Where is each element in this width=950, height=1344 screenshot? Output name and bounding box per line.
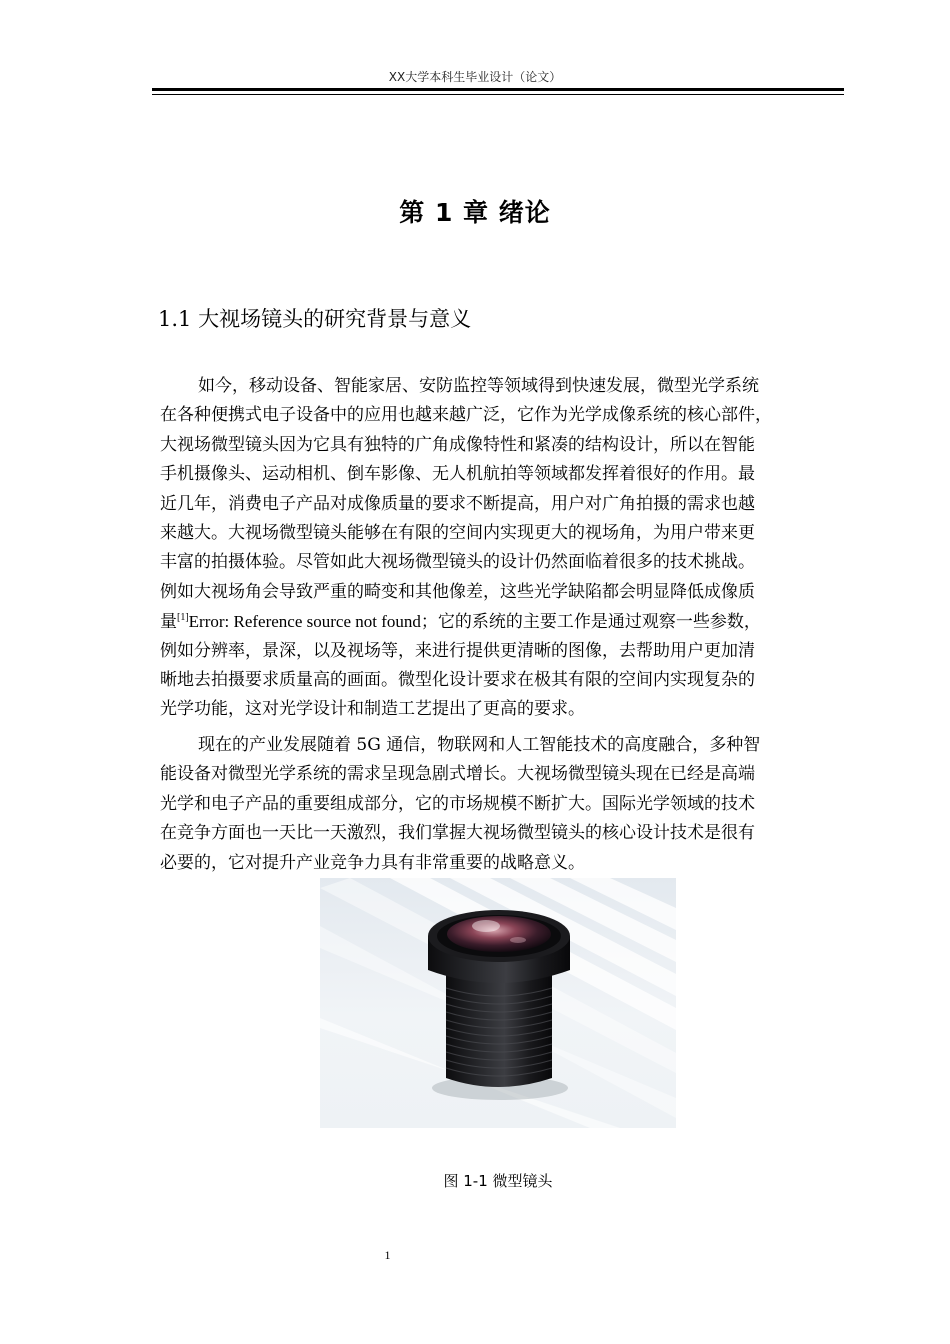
paragraph-2-line: 光学和电子产品的重要组成部分，它的市场规模不断扩大。国际光学领域的技术: [160, 793, 755, 814]
paragraph-2-line: 必要的，它对提升产业竞争力具有非常重要的战略意义。: [160, 852, 585, 873]
paragraph-1-line: 例如大视场角会导致严重的畸变和其他像差，这些光学缺陷都会明显降低成像质: [160, 581, 755, 602]
paragraph-2-line: 能设备对微型光学系统的需求呈现急剧式增长。大视场微型镜头现在已经是高端: [160, 764, 755, 785]
paragraph-1-line: 来越大。大视场微型镜头能够在有限的空间内实现更大的视场角，为用户带来更: [160, 522, 755, 543]
reference-error-text: Error: Reference source not found: [188, 612, 421, 632]
micro-lens-illustration: [320, 878, 676, 1128]
reference-line-suffix: ；它的系统的主要工作是通过观察一些参数，: [420, 612, 761, 633]
header-rule-thick: [152, 88, 844, 91]
paragraph-1-line: 在各种便携式电子设备中的应用也越来越广泛，它作为光学成像系统的核心部件，: [160, 405, 772, 426]
micro-lens-photo: [320, 878, 676, 1128]
paragraph-1-line: 如今，移动设备、智能家居、安防监控等领域得到快速发展，微型光学系统: [198, 376, 759, 396]
glass-highlight: [472, 920, 500, 932]
reference-line-prefix: 量: [160, 612, 177, 633]
paragraph-2-line: 现在的产业发展随着 5G 通信，物联网和人工智能技术的高度融合，多种智: [198, 735, 761, 755]
paragraph-1-line: 丰富的拍摄体验。尽管如此大视场微型镜头的设计仍然面临着很多的技术挑战。: [160, 552, 755, 573]
paragraph-1-line: 光学功能，这对光学设计和制造工艺提出了更高的要求。: [160, 699, 585, 720]
paragraph-1-line: 晰地去拍摄要求质量高的画面。微型化设计要求在极其有限的空间内实现复杂的: [160, 669, 755, 690]
paragraph-1-reference-line: [160, 607, 840, 636]
section-title: 1.1 大视场镜头的研究背景与意义: [158, 307, 472, 331]
paragraph-1-line: 近几年，消费电子产品对成像质量的要求不断提高，用户对广角拍摄的需求也越: [160, 493, 755, 514]
paragraph-1-line: 例如分辨率，景深，以及视场等，来进行提供更清晰的图像，去帮助用户更加清: [160, 640, 755, 661]
paragraph-2: [160, 731, 840, 878]
paragraph-1-line: 手机摄像头、运动相机、倒车影像、无人机航拍等领域都发挥着很好的作用。最: [160, 464, 755, 485]
citation-mark[interactable]: [1]: [177, 612, 189, 624]
paragraph-1: [160, 372, 840, 725]
chapter-title: 第 1 章 绪论: [399, 198, 551, 227]
paragraph-1-line: 大视场微型镜头因为它具有独特的广角成像特性和紧凑的结构设计，所以在智能: [160, 434, 755, 455]
lens-barrel: [446, 973, 552, 1087]
header-rule-thin: [152, 94, 844, 95]
running-header: XX大学本科生毕业设计（论文）: [388, 70, 562, 84]
page-number: 1: [384, 1248, 391, 1262]
figure-caption: 图 1-1 微型镜头: [443, 1172, 553, 1190]
lens-glass: [447, 916, 551, 952]
paragraph-2-line: 在竞争方面也一天比一天激烈，我们掌握大视场微型镜头的核心设计技术是很有: [160, 823, 755, 844]
